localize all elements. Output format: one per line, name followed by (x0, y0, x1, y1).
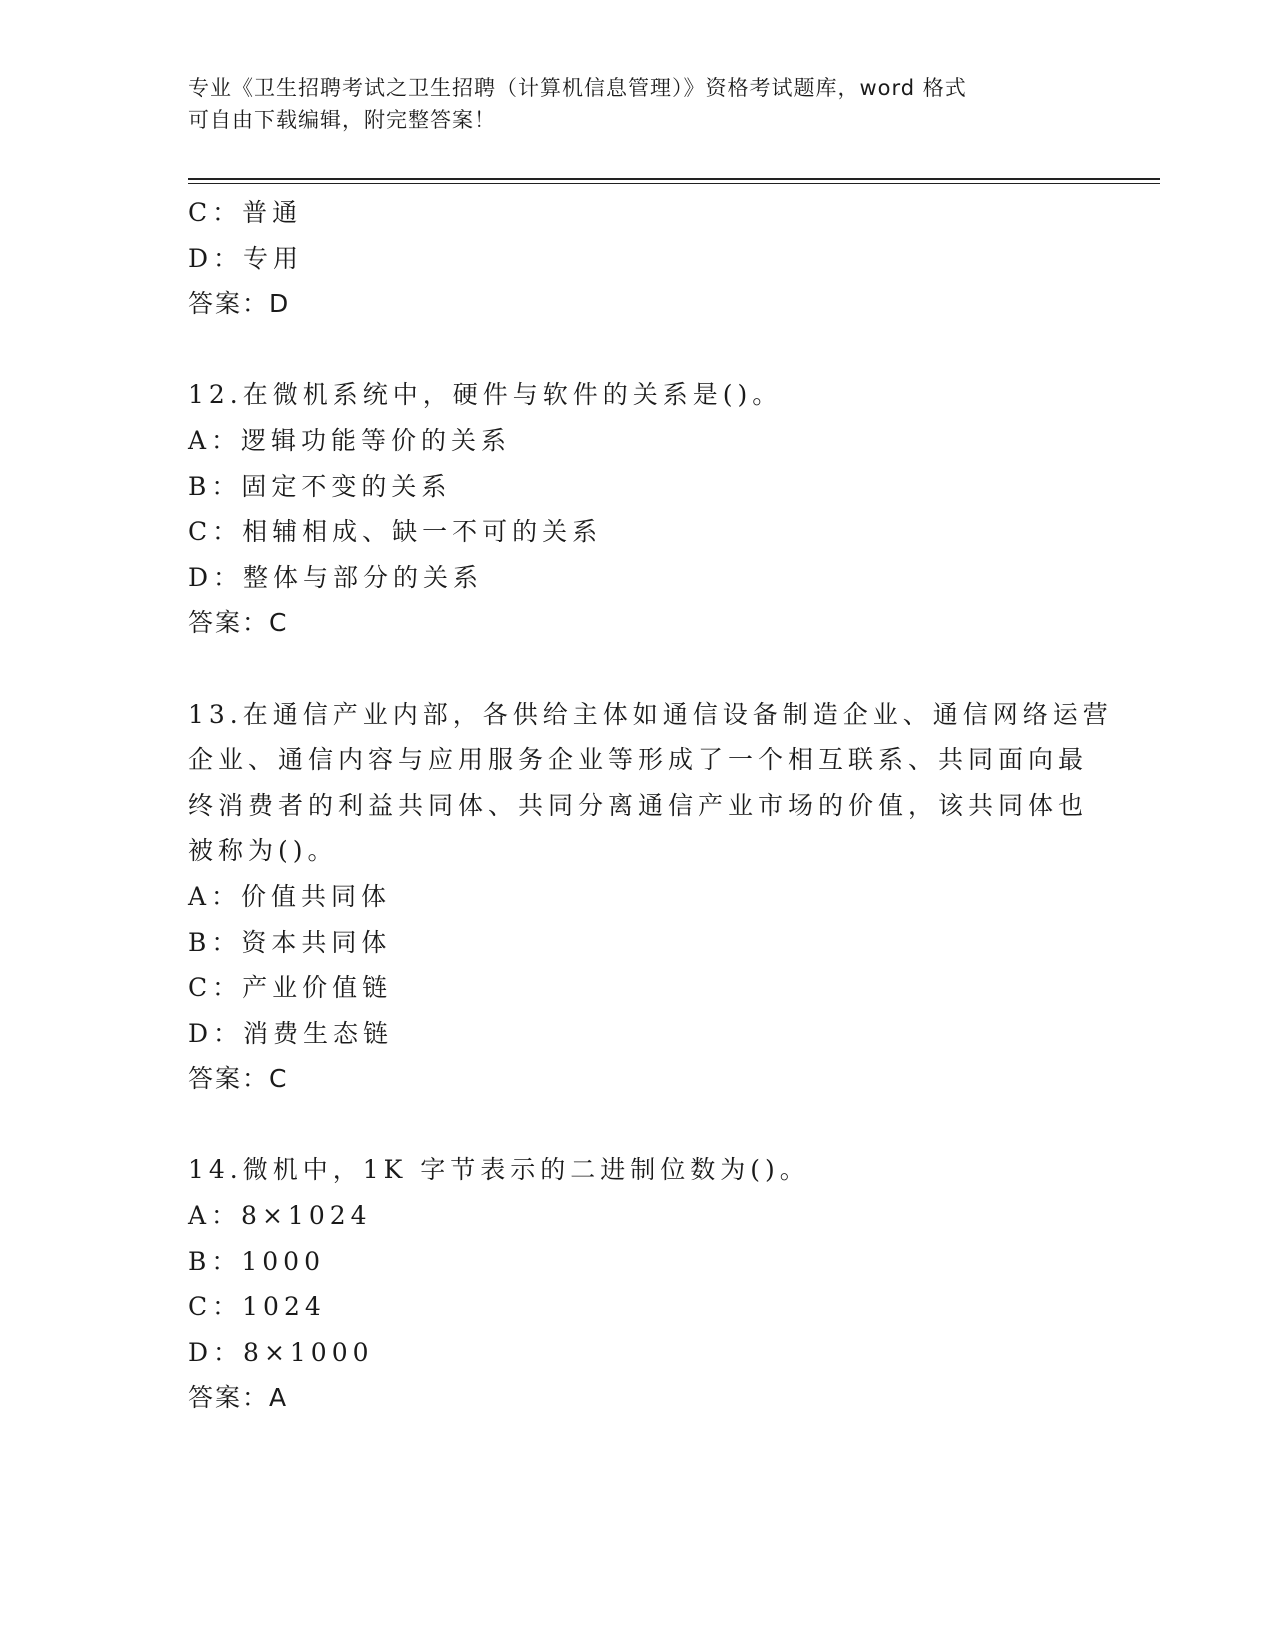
option-b: B：资本共同体 (188, 927, 392, 957)
question-stem-line: 终消费者的利益共同体、共同分离通信产业市场的价值，该共同体也 (188, 790, 1089, 820)
spacer (188, 646, 1088, 692)
header-divider (188, 178, 1160, 184)
question-content (188, 190, 1113, 1421)
option-a: A：价值共同体 (188, 881, 392, 911)
question-stem: 12.在微机系统中，硬件与软件的关系是()。 (188, 380, 783, 410)
option-d: D：专用 (188, 243, 304, 273)
question-stem-line: 被称为()。 (188, 836, 338, 866)
question-stem: 14.微机中，1K 字节表示的二进制位数为()。 (188, 1155, 810, 1185)
carryover-block (188, 190, 1088, 327)
header-title-line-1: 专业《卫生招聘考试之卫生招聘（计算机信息管理）》资格考试题库，word 格式 (188, 76, 967, 100)
option-d: D：8×1000 (188, 1337, 374, 1367)
option-b: B：1000 (188, 1246, 325, 1276)
header-title-line-2: 可自由下载编辑，附完整答案！ (188, 108, 496, 132)
question-13 (188, 692, 1113, 1102)
option-b: B：固定不变的关系 (188, 471, 452, 501)
option-c: C：产业价值链 (188, 973, 393, 1003)
answer-line: 答案：D (188, 289, 291, 319)
answer-line: 答案：C (188, 1064, 289, 1094)
answer-line: 答案：C (188, 608, 289, 638)
option-a: A：8×1024 (188, 1201, 372, 1231)
question-stem-line: 企业、通信内容与应用服务企业等形成了一个相互联系、共同面向最 (188, 745, 1089, 775)
option-d: D：消费生态链 (188, 1018, 394, 1048)
spacer (188, 1102, 1088, 1148)
question-12 (188, 372, 1088, 646)
question-14 (188, 1147, 1088, 1421)
question-stem-line: 13.在通信产业内部，各供给主体如通信设备制造企业、通信网络运营 (188, 699, 1113, 729)
spacer (188, 327, 1088, 373)
option-c: C：普通 (188, 198, 303, 227)
option-d: D：整体与部分的关系 (188, 562, 484, 592)
answer-line: 答案：A (188, 1383, 289, 1413)
option-c: C：相辅相成、缺一不可的关系 (188, 517, 603, 547)
option-c: C：1024 (188, 1292, 326, 1322)
page-header (188, 72, 1088, 136)
option-a: A：逻辑功能等价的关系 (188, 425, 512, 455)
